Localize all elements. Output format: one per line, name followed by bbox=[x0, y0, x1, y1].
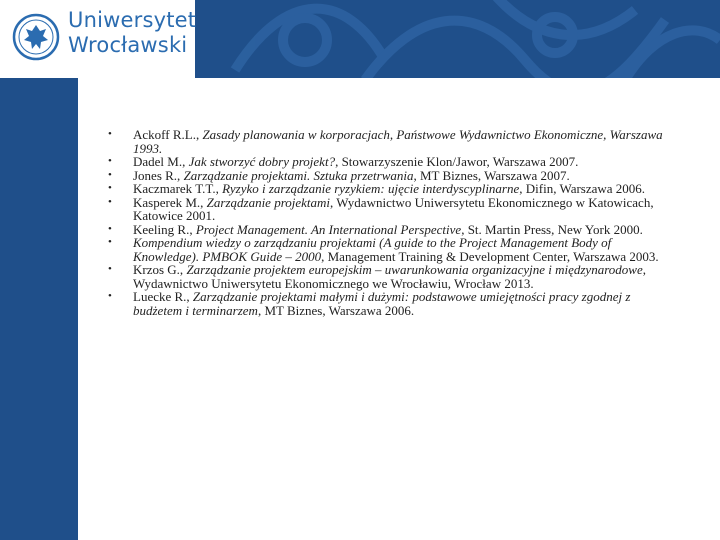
bullet-icon: • bbox=[108, 168, 112, 181]
reference-item bbox=[108, 263, 668, 290]
reference-publisher: , Wydawnictwo Uniwersytetu Ekonomicznego w Katowicach, Katowice 2001. bbox=[133, 194, 654, 223]
reference-item bbox=[108, 182, 668, 196]
reference-title: Zasady planowania w korporacjach, Państwowe Wydawnictwo Ekonomiczne, Warszawa 1993. bbox=[133, 127, 663, 156]
reference-publisher: , St. Martin Press, New York 2000. bbox=[461, 221, 643, 237]
reference-author: Krzos G., bbox=[133, 262, 187, 277]
reference-publisher: , Difin, Warszawa 2006. bbox=[519, 181, 646, 196]
bullet-icon: • bbox=[108, 195, 112, 208]
reference-title: Zarządzanie projektem europejskim – uwarunkowania organizacyjne i międzynarodowe bbox=[186, 262, 643, 277]
bullet-icon: • bbox=[108, 236, 112, 248]
header-decorative-band bbox=[195, 0, 720, 78]
reference-item bbox=[108, 236, 668, 263]
bullet-icon: • bbox=[108, 182, 112, 194]
left-decorative-band bbox=[0, 78, 78, 540]
logo-line-2: Wrocławski bbox=[68, 33, 188, 57]
logo-wordmark bbox=[68, 8, 196, 58]
main-content bbox=[78, 78, 720, 540]
reference-title: Kompendium wiedzy o zarządzaniu projektami (A guide to the Project Management Body of Knowledge). PMBOK Guide – 2000 bbox=[133, 235, 612, 264]
reference-author: Kaczmarek T.T., bbox=[133, 181, 223, 196]
reference-author: Jones R., bbox=[133, 167, 184, 183]
reference-publisher: , Stowarzyszenie Klon/Jawor, Warszawa 2007. bbox=[335, 154, 579, 169]
reference-author: Kasperek M., bbox=[133, 194, 207, 210]
bullet-icon: • bbox=[108, 128, 112, 140]
logo-line-1: Uniwersytet bbox=[68, 8, 197, 32]
reference-title: Ryzyko i zarządzanie ryzykiem: ujęcie interdyscyplinarne bbox=[222, 181, 520, 196]
bullet-icon: • bbox=[108, 155, 112, 167]
wave-pattern-icon bbox=[195, 0, 720, 78]
reference-item bbox=[108, 155, 668, 169]
reference-publisher: , MT Biznes, Warszawa 2007. bbox=[413, 167, 570, 183]
reference-author: Luecke R., bbox=[133, 289, 193, 304]
university-logo[interactable] bbox=[0, 0, 195, 78]
reference-publisher: , MT Biznes, Warszawa 2006. bbox=[257, 302, 415, 318]
bibliography-list bbox=[108, 128, 668, 317]
reference-title: Zarządzanie projektami bbox=[206, 194, 331, 210]
reference-item bbox=[108, 128, 668, 155]
reference-item bbox=[108, 196, 668, 223]
bullet-icon: • bbox=[108, 222, 112, 235]
reference-title: Jak stworzyć dobry projekt? bbox=[188, 154, 336, 169]
reference-item bbox=[108, 223, 668, 237]
reference-item bbox=[108, 290, 668, 317]
reference-title: Zarządzanie projektami małymi i dużymi: podstawowe umiejętności pracy zgodnej z budżetem i terminarzem bbox=[133, 289, 631, 318]
reference-publisher: , Wydawnictwo Uniwersytetu Ekonomicznego we Wrocławiu, Wrocław 2013. bbox=[133, 262, 646, 291]
reference-publisher: , Management Training & Development Center, Warszawa 2003. bbox=[321, 248, 659, 264]
reference-author: Dadel M., bbox=[133, 154, 189, 169]
reference-item bbox=[108, 169, 668, 183]
university-emblem-icon bbox=[12, 13, 60, 61]
bullet-icon: • bbox=[108, 263, 112, 275]
reference-title: Project Management. An International Perspective bbox=[195, 221, 462, 237]
bullet-icon: • bbox=[108, 290, 112, 302]
reference-author: Keeling R., bbox=[133, 221, 196, 237]
reference-title: Zarządzanie projektami. Sztuka przetrwania bbox=[183, 167, 414, 183]
reference-author: Ackoff R.L., bbox=[133, 127, 203, 142]
